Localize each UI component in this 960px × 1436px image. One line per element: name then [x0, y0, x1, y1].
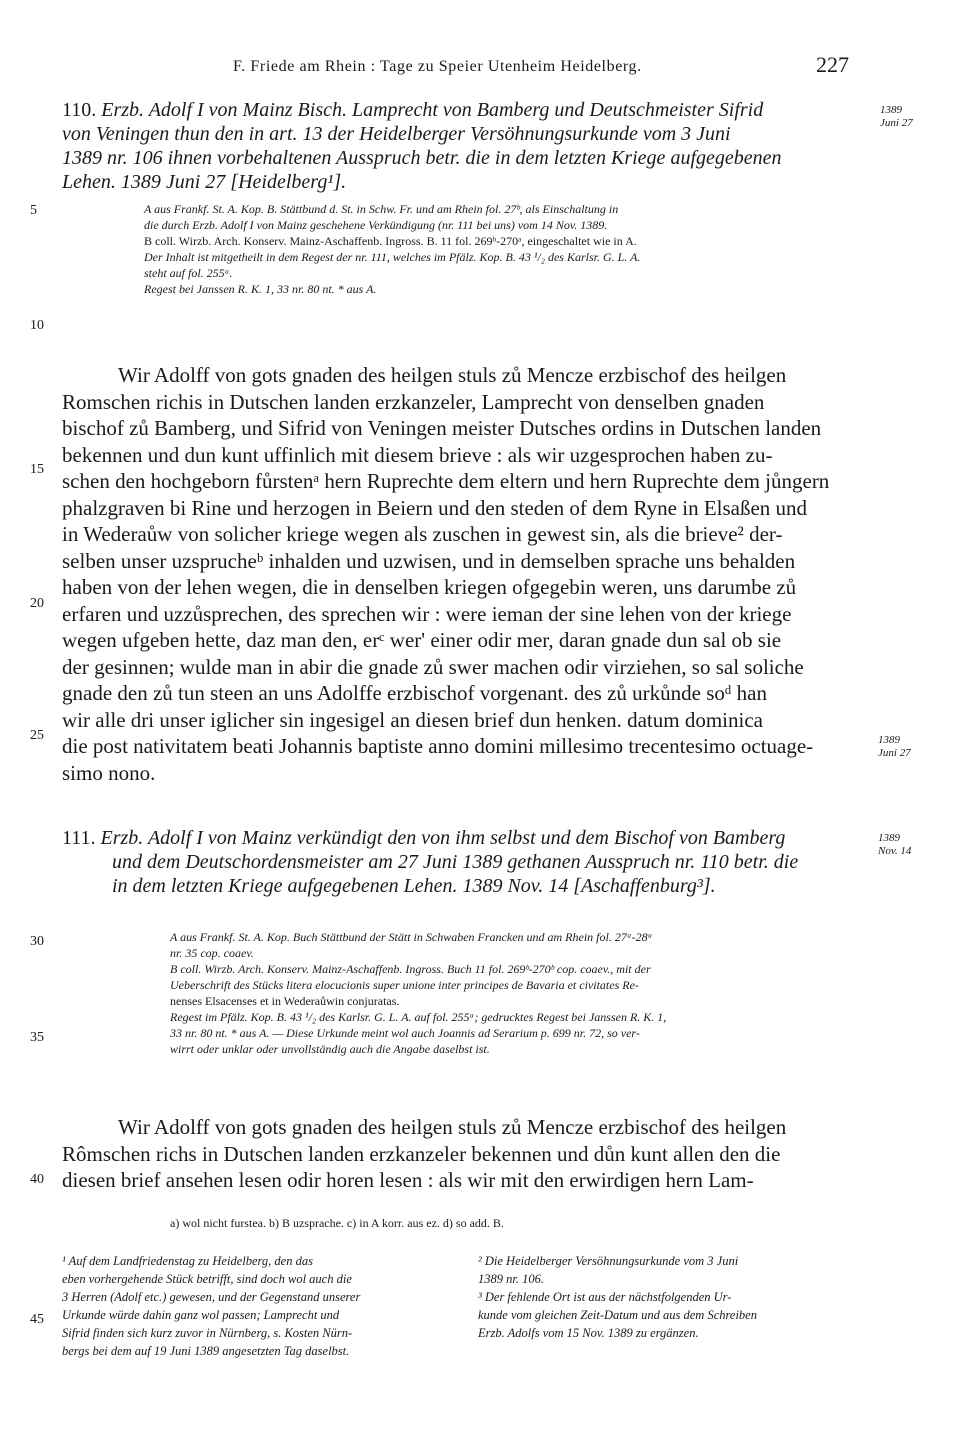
body-line: die post nativitatem beati Johannis baptiste anno domini millesimo trecentesimo octuage-	[62, 734, 814, 758]
source-line: B coll. Wirzb. Arch. Konserv. Mainz-Aschaffenb. Ingross. Buch 11 fol. 269ᵇ-270ᵇ cop. coaev., mit der	[170, 962, 651, 976]
body-line: schen den hochgeborn fůrstenᵃ hern Ruprechte dem eltern und hern Ruprechte dem jůngern	[62, 469, 830, 493]
line-number: 5	[30, 203, 37, 218]
entry-111-title-text: Erzb. Adolf I von Mainz verkündigt den von ihm selbst und dem Bischof von Bamberg	[100, 827, 786, 849]
footnote-line: Erzb. Adolfs vom 15 Nov. 1389 zu ergänzen.	[478, 1326, 699, 1340]
body-line: Rômschen richs in Dutschen landen erzkanzeler bekennen und důn kunt allen den die	[62, 1141, 781, 1166]
margin-day: Juni 27	[878, 747, 911, 759]
body-line: gnade den zů tun steen an uns Adolffe erzbischof vorgenant. des zů urkůnde soᵈ han	[62, 681, 767, 705]
body-line: Wir Adolff von gots gnaden des heilgen stuls zů Mencze erzbischof des heilgen	[118, 1115, 787, 1139]
running-title: F. Friede am Rhein : Tage zu Speier Utenheim Heidelberg.	[233, 58, 642, 75]
entry-110-title-line: 1389 nr. 106 ihnen vorbehaltenen Ausspruch betr. die in dem letzten Kriege aufgegebenen	[62, 147, 782, 169]
line-number: 25	[30, 728, 44, 743]
entry-111-number: 111.	[62, 827, 96, 849]
body-line: in Wederaůw von solicher kriege wegen als zuschen in gewest sin, als die brieve² der-	[62, 522, 783, 546]
variant-notes: a) wol nicht furstea. b) B uzsprache. c) in A korr. aus ez. d) so add. B.	[170, 1216, 504, 1230]
body-line: der gesinnen; wulde man in abir die gnade zů swer machen odir virziehen, so sal soliche	[62, 654, 804, 679]
source-line: 33 nr. 80 nt. * aus A. — Diese Urkunde meint wol auch Joannis ad Serarium p. 699 nr. 72, so ver-	[170, 1026, 640, 1040]
line-number: 15	[30, 462, 44, 477]
footnote-line: 3 Herren (Adolf etc.) gewesen, und der Gegenstand unserer	[62, 1290, 361, 1304]
body-line: phalzgraven bi Rine und herzogen in Beiern und den steden of dem Ryne in Elsaßen und	[62, 495, 808, 520]
entry-110-title-line: Lehen. 1389 Juni 27 [Heidelberg¹].	[62, 171, 347, 193]
entry-111-title-line: und dem Deutschordensmeister am 27 Juni 1389 gethanen Ausspruch nr. 110 betr. die	[112, 851, 799, 873]
body-line: bischof zů Bamberg, und Sifrid von Veningen meister Dutsches ordins in Dutschen landen	[62, 416, 822, 440]
footnote-line: eben vorhergehende Stück betrifft, sind doch wol auch die	[62, 1272, 352, 1286]
footnotes-right	[478, 1252, 757, 1342]
body-line: bekennen und dun kunt uffinlich mit diesem brieve : als wir uzgesprochen haben zu-	[62, 442, 773, 467]
footnote-line: ¹ Auf dem Landfriedenstag zu Heidelberg, den das	[62, 1254, 313, 1268]
body-line: wegen ufgeben hette, daz man den, erᶜ wer' einer odir mer, daran gnade dun sal ob sie	[62, 628, 782, 652]
footnote-line: 1389 nr. 106.	[478, 1272, 544, 1286]
body-line: erfaren und uzzůsprechen, des sprechen wir : were ieman der sine lehen von der kriege	[62, 601, 792, 626]
entry-110-margin-date-end	[878, 734, 911, 760]
page-number: 227	[816, 52, 849, 77]
entry-111-margin-date	[878, 832, 911, 858]
entry-111-title	[62, 826, 798, 898]
entry-110-title-text: Erzb. Adolf I von Mainz Bisch. Lamprecht von Bamberg und Deutschmeister Sifrid	[101, 99, 764, 121]
source-line: Regest im Pfälz. Kop. B. 43 ¹/₂ des Karlsr. G. L. A. auf fol. 255ᵃ; gedrucktes Regest bei Janssen R. K. 1,	[170, 1010, 667, 1024]
source-line: nenses Elsacenses et in Wederaůwin conjuratas.	[170, 994, 400, 1008]
footnote-line: Urkunde würde dahin ganz wol passen; Lamprecht und	[62, 1308, 340, 1322]
entry-110-title-line: von Veningen thun den in art. 13 der Heidelberger Versöhnungsurkunde vom 3 Juni	[62, 123, 731, 145]
source-line: Regest bei Janssen R. K. 1, 33 nr. 80 nt. * aus A.	[144, 282, 377, 296]
source-line: wirrt oder unklar oder unvollständig auch die Angabe daselbst ist.	[170, 1042, 490, 1056]
footnote-line: Sifrid finden sich kurz zuvor in Nürnberg, s. Kosten Nürn-	[62, 1326, 353, 1340]
line-number: 35	[30, 1030, 44, 1045]
margin-year: 1389	[880, 104, 902, 116]
source-line: steht auf fol. 255ᵃ.	[144, 266, 233, 280]
entry-110-title-line	[62, 98, 782, 122]
footnotes-left	[62, 1252, 360, 1360]
entry-110-number: 110.	[62, 99, 97, 121]
source-line: nr. 35 cop. coaev.	[170, 946, 254, 960]
entry-110-title	[62, 98, 782, 194]
body-line: simo nono.	[62, 760, 156, 785]
footnote-line: kunde vom gleichen Zeit-Datum und aus dem Schreiben	[478, 1308, 757, 1322]
line-number: 40	[30, 1172, 44, 1187]
entry-111-title-line: in dem letzten Kriege aufgegebenen Lehen. 1389 Nov. 14 [Aschaffenburg³].	[112, 875, 716, 897]
entry-110-sources	[144, 201, 640, 297]
line-number: 30	[30, 934, 44, 949]
margin-year: 1389	[878, 734, 900, 746]
footnote-line: ³ Der fehlende Ort ist aus der nächstfolgenden Ur-	[478, 1290, 732, 1304]
body-line: diesen brief ansehen lesen odir horen lesen : als wir mit den erwirdigen hern Lam-	[62, 1168, 754, 1192]
line-number: 10	[30, 318, 44, 333]
margin-year: 1389	[878, 832, 900, 844]
line-number: 45	[30, 1312, 44, 1327]
footnote-line: ² Die Heidelberger Versöhnungsurkunde vom 3 Juni	[478, 1254, 739, 1268]
body-line: haben von der lehen wegen, die in denselben kriegen ofgegebin weren, uns darumbe zů	[62, 575, 797, 599]
entry-110-margin-date	[880, 104, 913, 130]
margin-day: Nov. 14	[878, 845, 912, 857]
source-line: A aus Frankf. St. A. Kop. B. Stättbund d. St. in Schw. Fr. und am Rhein fol. 27ᵇ, als Einschaltung in	[144, 202, 619, 216]
margin-day: Juni 27	[880, 117, 913, 129]
source-line: Der Inhalt ist mitgetheilt in dem Regest der nr. 111, welches im Pfälz. Kop. B. 43 ¹/₂ des Karlsr. G. L. A.	[144, 250, 641, 264]
body-line: Romschen richis in Dutschen landen erzkanzeler, Lamprecht von denselben gnaden	[62, 389, 765, 414]
entry-111-charter-text	[62, 1114, 786, 1194]
source-line: B coll. Wirzb. Arch. Konserv. Mainz-Aschaffenb. Ingross. B. 11 fol. 269ᵇ-270ᵃ, eingeschaltet wie in A.	[144, 234, 637, 248]
footnote-line: bergs bei dem auf 19 Juni 1389 angesetzten Tag daselbst.	[62, 1344, 350, 1358]
body-line: wir alle dri unser iglicher sin ingesigel an diesen brief dun henken. datum dominica	[62, 707, 763, 732]
source-line: die durch Erzb. Adolf I von Mainz geschehene Verkündigung (nr. 111 bei uns) vom 14 Nov. 1389.	[144, 218, 608, 232]
source-line: Ueberschrift des Stücks litera elocucionis super unione inter principes de Bavaria et civitates Re-	[170, 978, 639, 992]
entry-110-charter-text	[62, 362, 829, 786]
source-line: A aus Frankf. St. A. Kop. Buch Stättbund der Stätt in Schwaben Francken und am Rhein fol. 27ᵃ-28ᵃ	[170, 930, 653, 944]
entry-111-title-line	[62, 826, 798, 850]
line-number: 20	[30, 596, 44, 611]
entry-111-sources	[170, 929, 666, 1057]
body-line: selben unser uzsprucheᵇ inhalden und uzwisen, und in demselben sprache uns behalden	[62, 548, 796, 573]
body-line: Wir Adolff von gots gnaden des heilgen stuls zů Mencze erzbischof des heilgen	[118, 363, 787, 387]
